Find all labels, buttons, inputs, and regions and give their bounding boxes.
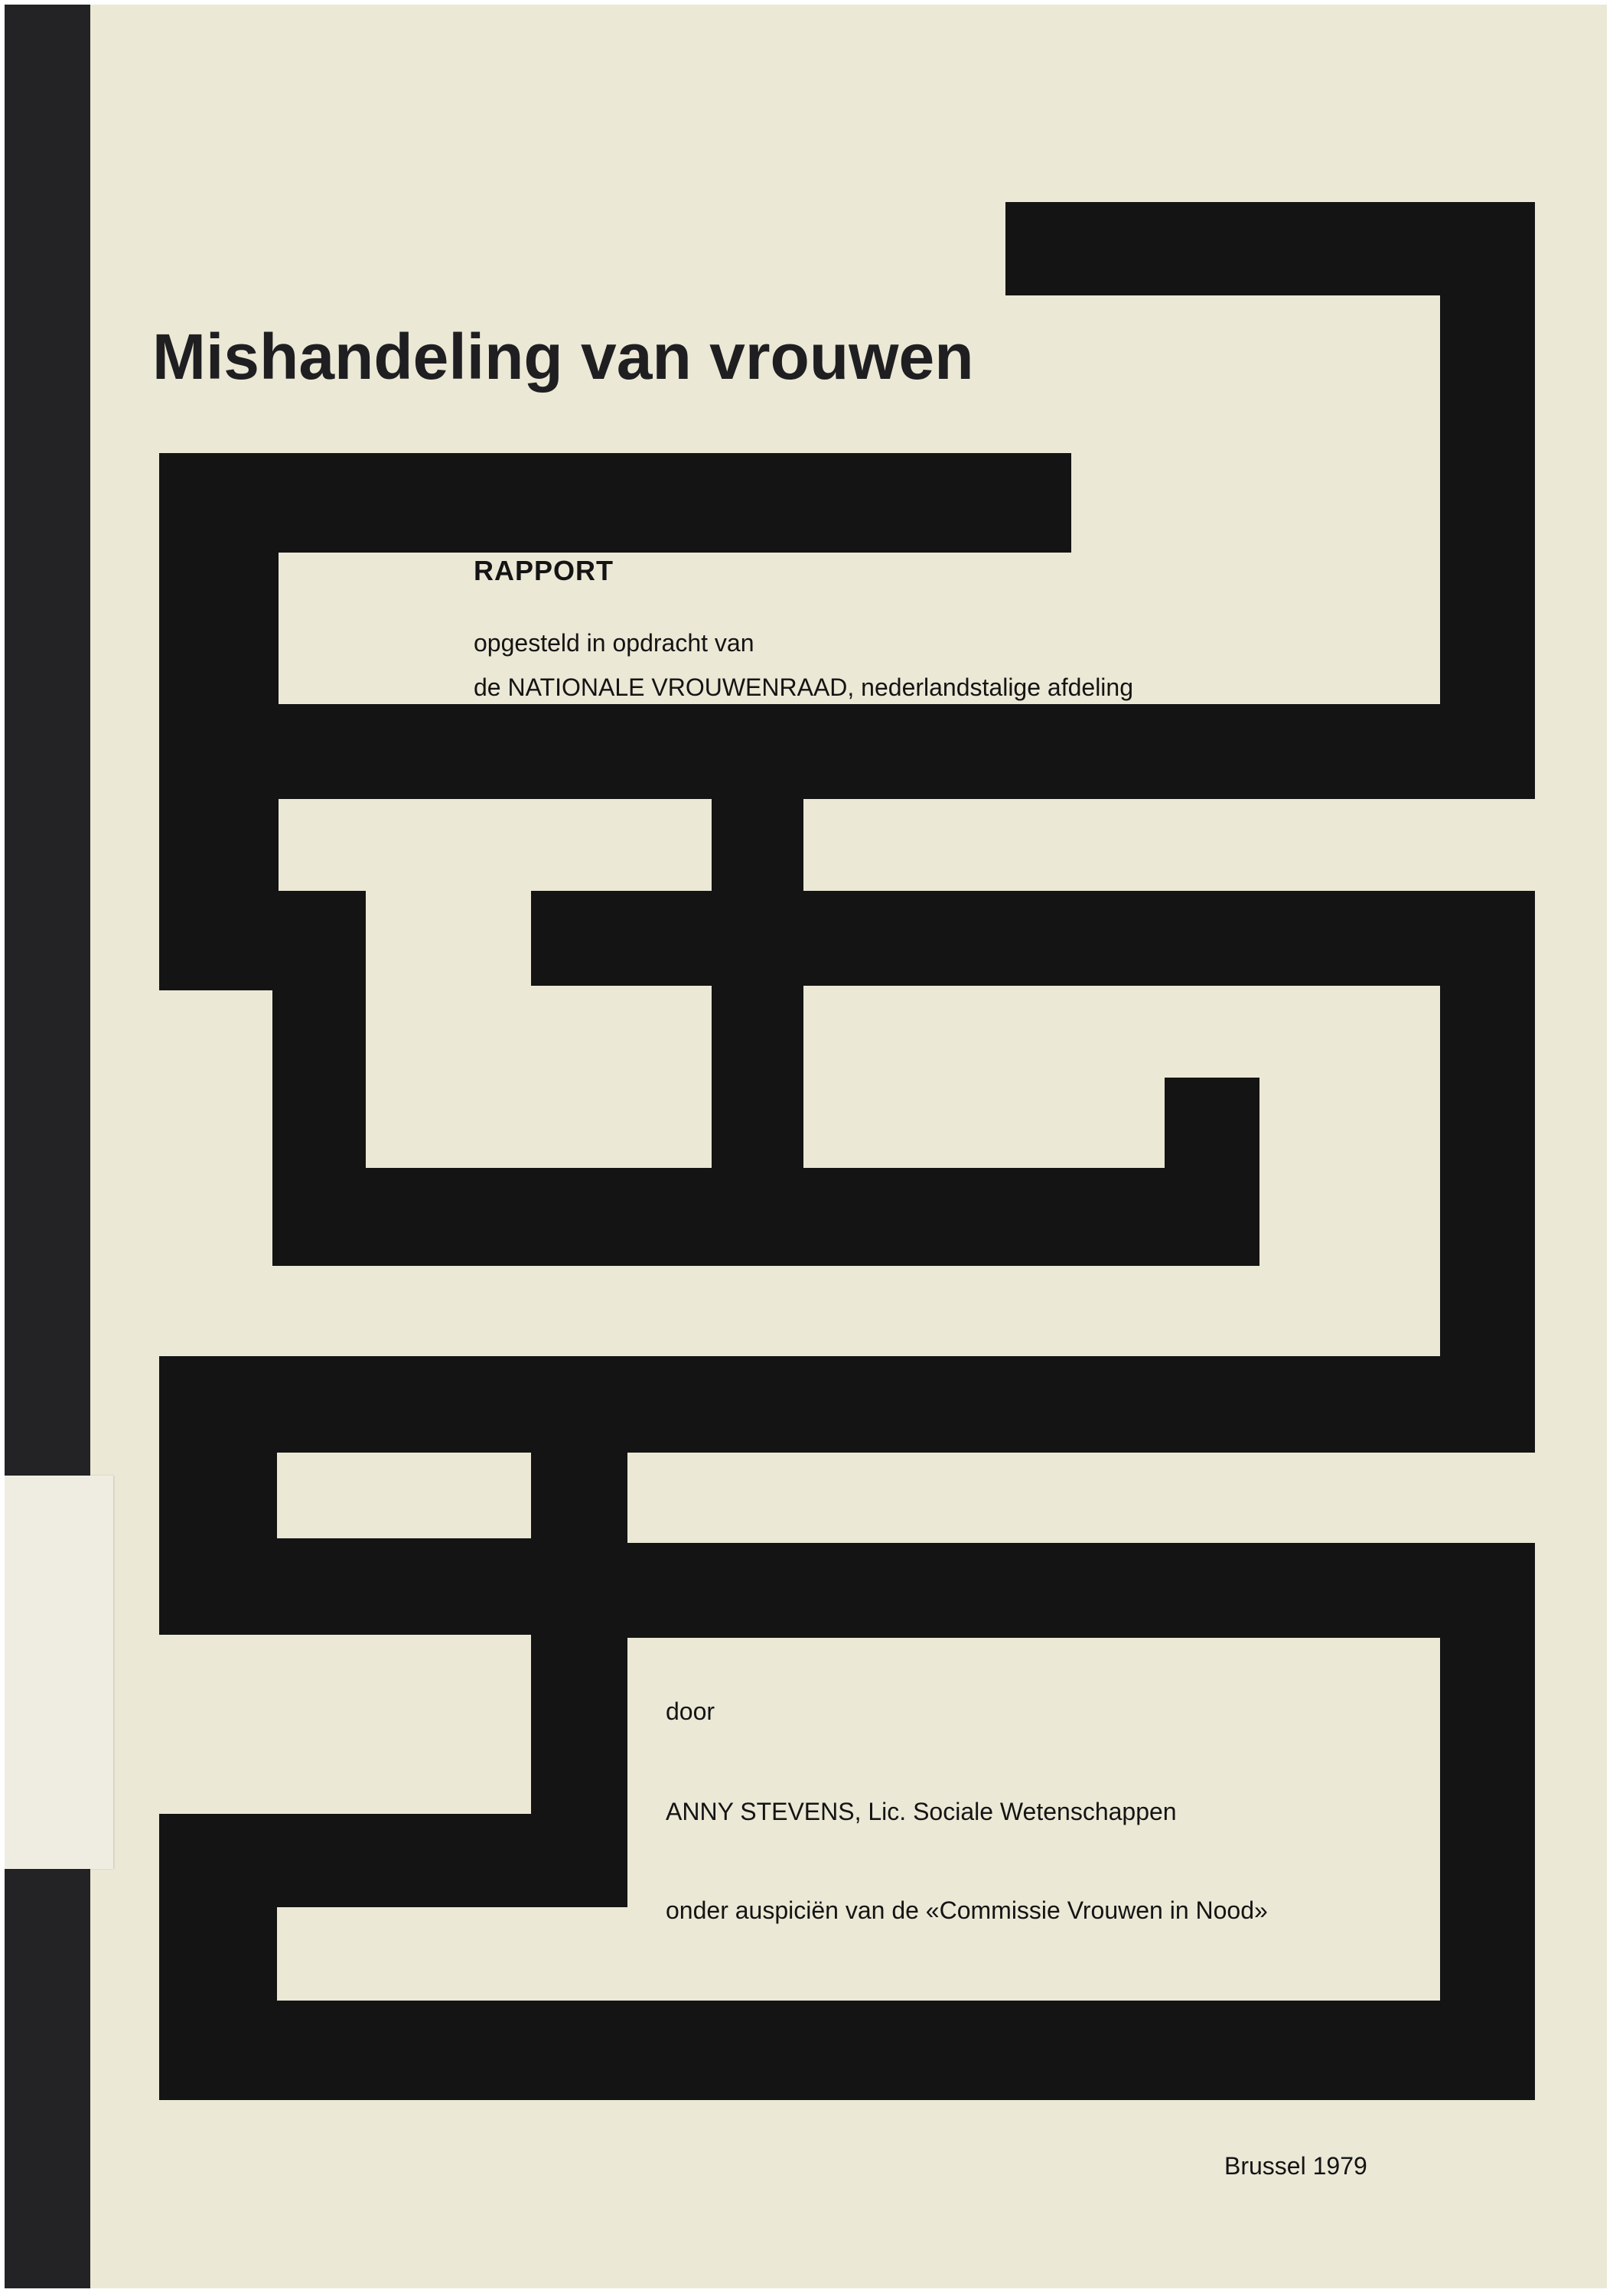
cover-title: Mishandeling van vrouwen — [152, 321, 974, 393]
maze-bar — [712, 799, 803, 1266]
maze-bar — [624, 1543, 1535, 1638]
maze-bar — [159, 704, 1535, 799]
report-label: RAPPORT — [474, 555, 614, 586]
maze-bar — [159, 2001, 1535, 2100]
auspices-line: onder auspiciën van de «Commissie Vrouwen in Nood» — [666, 1896, 1268, 1924]
commission-line-1: opgesteld in opdracht van — [474, 629, 754, 657]
place-year: Brussel 1979 — [1224, 2152, 1367, 2180]
maze-bar — [531, 891, 1535, 986]
maze-bar — [159, 453, 1071, 553]
book-cover — [5, 5, 1607, 2288]
maze-bar — [1165, 1078, 1259, 1266]
author-line: ANNY STEVENS, Lic. Sociale Wetenschappen — [666, 1798, 1177, 1825]
commission-line-2: de NATIONALE VROUWENRAAD, nederlandstalige afdeling — [474, 673, 1133, 701]
by-label: door — [666, 1698, 715, 1725]
maze-bar — [159, 1356, 1535, 1453]
